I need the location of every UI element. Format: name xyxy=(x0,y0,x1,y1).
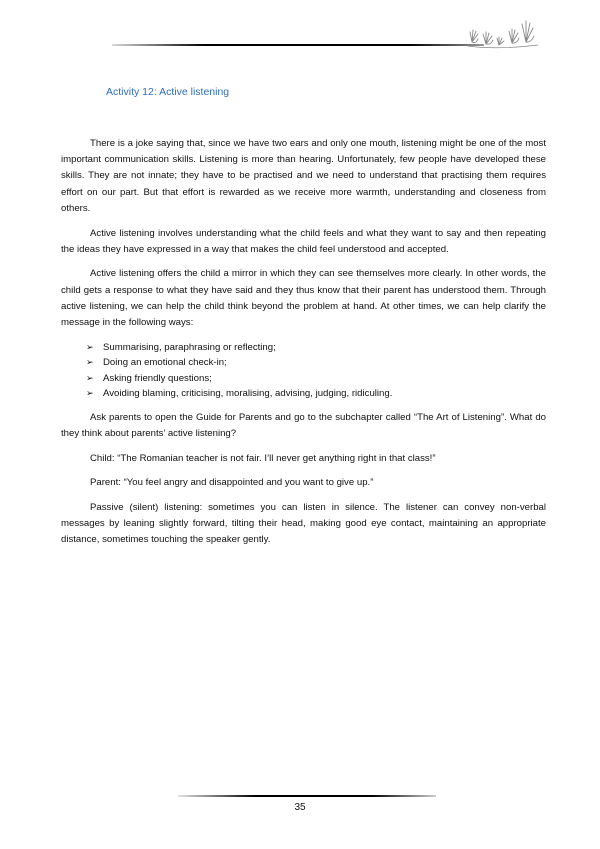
bullet-list xyxy=(61,340,546,402)
list-item xyxy=(86,386,546,402)
list-item-text: Summarising, paraphrasing or reflecting; xyxy=(103,341,276,353)
arrow-bullet-icon: ➢ xyxy=(86,388,94,399)
arrow-bullet-icon: ➢ xyxy=(86,372,94,383)
footer-rule xyxy=(178,795,436,797)
arrow-bullet-icon: ➢ xyxy=(86,341,94,352)
paragraph: Passive (silent) listening: sometimes you can listen in silence. The listener can convey non-verbal messages by leaning slightly forward, tilting their head, making good eye contact, maintaining an appropriate distance, sometimes touching the speaker gently. xyxy=(61,502,546,546)
body-text xyxy=(61,136,546,557)
hands-logo-icon xyxy=(466,12,540,50)
paragraph: Ask parents to open the Guide for Parents and go to the subchapter called “The Art of Listening”. What do they think about parents’ active listening? xyxy=(61,411,546,439)
list-item xyxy=(86,371,546,387)
dialogue-parent: Parent: “You feel angry and disappointed and you want to give up.” xyxy=(90,477,374,489)
dialogue-child: Child: “The Romanian teacher is not fair. I’ll never get anything right in that class!” xyxy=(90,452,436,464)
header-rule xyxy=(112,44,484,46)
paragraph: Active listening involves understanding what the child feels and what they want to say and then repeating the ideas they have expressed in a way that makes the child feel understood and accepted. xyxy=(61,227,546,255)
arrow-bullet-icon: ➢ xyxy=(86,357,94,368)
paragraph: Active listening offers the child a mirror in which they can see themselves more clearly. In other words, the child gets a response to what they have said and they thus know that their parent has understood them. Through active listening, we can help the child think beyond the problem at hand. At other times, we can help clarify the message in the following ways: xyxy=(61,268,546,329)
list-item xyxy=(86,340,546,356)
list-item-text: Avoiding blaming, criticising, moralising, advising, judging, ridiculing. xyxy=(103,388,393,400)
list-item-text: Doing an emotional check-in; xyxy=(103,357,227,369)
list-item xyxy=(86,355,546,371)
activity-title: Activity 12: Active listening xyxy=(106,86,230,98)
page-number: 35 xyxy=(294,802,306,813)
list-item-text: Asking friendly questions; xyxy=(103,372,212,384)
paragraph: There is a joke saying that, since we have two ears and only one mouth, listening might be one of the most important communication skills. Listening is more than hearing. Unfortunately, few people have developed these skills. They are not innate; they have to be practised and we need to understand that practising them requires effort on our part. But that effort is rewarded as we receive more warmth, understanding and closeness from others. xyxy=(61,138,546,214)
